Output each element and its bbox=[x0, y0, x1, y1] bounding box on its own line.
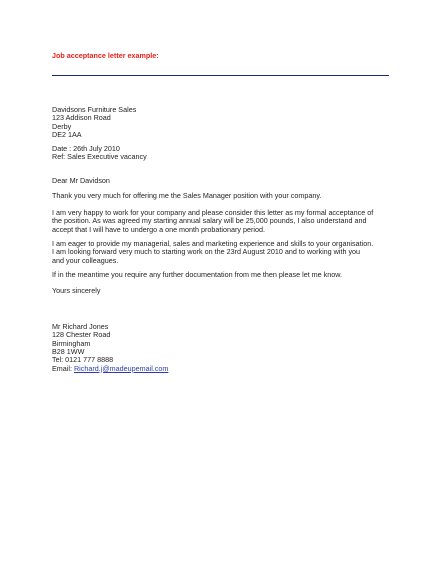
email-link[interactable]: Richard.j@madeupemail.com bbox=[73, 363, 169, 373]
paragraph-acceptance bbox=[52, 209, 392, 234]
heading-divider bbox=[52, 75, 389, 76]
page-heading: Job acceptance letter example: bbox=[52, 51, 159, 60]
paragraph-line: Thank you very much for offering me the Sales Manager position with your company. bbox=[52, 191, 322, 200]
sender-city: Birmingham bbox=[52, 338, 91, 348]
paragraph-experience bbox=[52, 240, 392, 265]
sender-street: 128 Chester Road bbox=[52, 330, 111, 340]
recipient-street: 123 Addison Road bbox=[52, 113, 111, 123]
recipient-name: Davidsons Furniture Sales bbox=[52, 105, 137, 114]
paragraph-line: and your colleagues. bbox=[52, 255, 119, 265]
paragraph-documentation bbox=[52, 271, 392, 279]
ref-line: Ref: Sales Executive vacancy bbox=[52, 152, 147, 162]
recipient-city: Derby bbox=[52, 121, 72, 131]
paragraph-line: I am looking forward very much to starting work on the 23rd August 2010 and to working with you bbox=[52, 247, 361, 257]
recipient-postcode: DE2 1AA bbox=[52, 129, 82, 139]
paragraph-line: If in the meantime you require any further documentation from me then please let me know. bbox=[52, 270, 343, 279]
paragraph-line: the position. As was agreed my starting annual salary will be 25,000 pounds, I also understand and bbox=[52, 216, 367, 226]
closing: Yours sincerely bbox=[52, 286, 101, 295]
paragraph-line: I am eager to provide my managerial, sales and marketing experience and skills to your organisation. bbox=[52, 239, 374, 248]
paragraph-thanks bbox=[52, 192, 392, 200]
paragraph-line: accept that I will have to undergo a one month probationary period. bbox=[52, 224, 265, 234]
email-label: Email: bbox=[52, 363, 72, 373]
date-line: Date : 26th July 2010 bbox=[52, 144, 120, 153]
sender-email-row bbox=[52, 365, 168, 373]
paragraph-line: I am very happy to work for your company and please consider this letter as my formal acceptance of bbox=[52, 208, 374, 217]
sender-tel: Tel: 0121 777 8888 bbox=[52, 355, 114, 365]
sender-postcode: B28 1WW bbox=[52, 346, 85, 356]
sender-name: Mr Richard Jones bbox=[52, 322, 109, 331]
salutation: Dear Mr Davidson bbox=[52, 176, 110, 185]
